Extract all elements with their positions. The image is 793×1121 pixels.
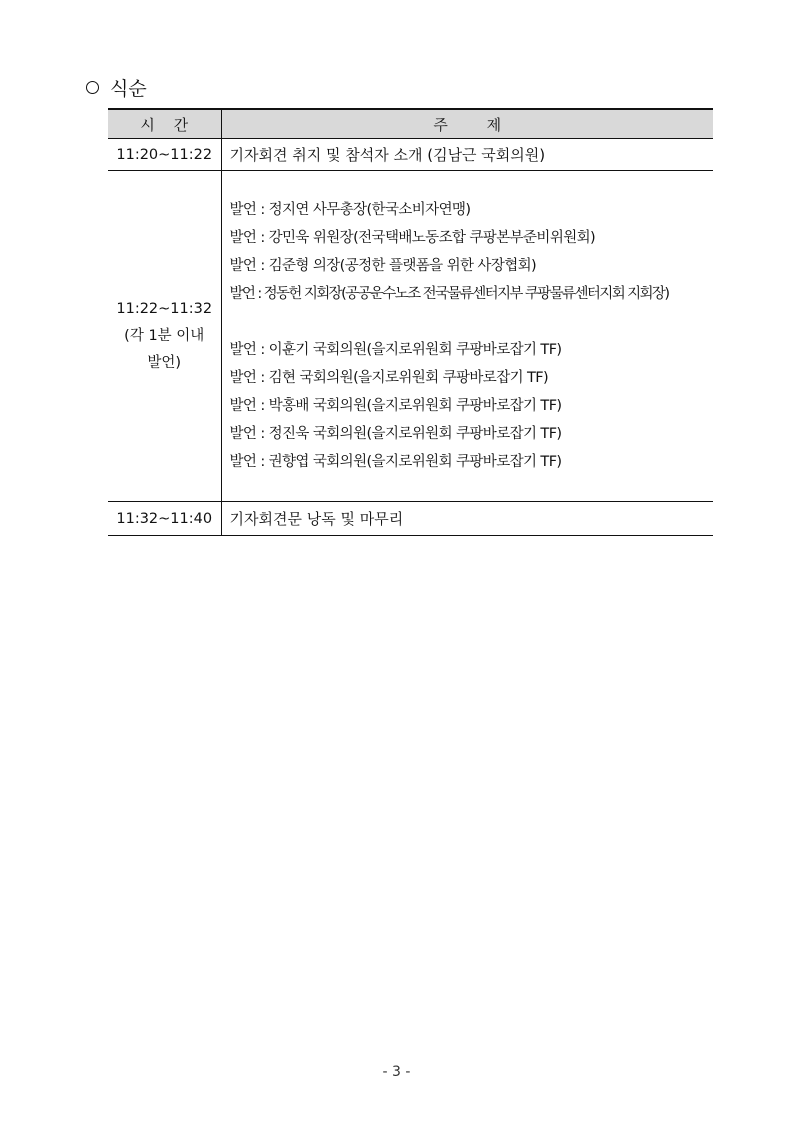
speech-item: 발언 : 김준형 의장(공정한 플랫폼을 위한 사장협회) xyxy=(229,258,537,274)
speech-item: 발언 : 강민욱 위원장(전국택배노동조합 쿠팡본부준비위원회) xyxy=(229,230,596,246)
speech-item: 발언 : 정지연 사무총장(한국소비자연맹) xyxy=(229,202,471,218)
time-range: 11:22~11:32 xyxy=(116,300,213,317)
speech-item: 발언 : 정진욱 국회의원(을지로위원회 쿠팡바로잡기 TF) xyxy=(229,426,562,442)
row-time: 11:32~11:40 xyxy=(108,502,221,536)
speech-item: 발언 : 김현 국회의원(을지로위원회 쿠팡바로잡기 TF) xyxy=(229,370,549,386)
time-note-line-2: 발언) xyxy=(147,354,182,371)
row-topic xyxy=(221,171,713,502)
speech-group-spacer xyxy=(230,308,714,336)
row-time: 11:20~11:22 xyxy=(108,139,221,171)
time-note-line-1: (각 1분 이내 xyxy=(124,327,205,344)
speech-item: 발언 : 박홍배 국회의원(을지로위원회 쿠팡바로잡기 TF) xyxy=(229,398,562,414)
row-topic: 기자회견문 낭독 및 마무리 xyxy=(221,502,713,536)
speech-item: 발언 : 정동헌 지회장(공공운수노조 전국물류센터지부 쿠팡물류센터지회 지회장) xyxy=(229,286,669,302)
table-row xyxy=(108,139,713,171)
page-number: - 3 - xyxy=(382,1064,411,1080)
table-header-row xyxy=(108,109,713,139)
row-topic: 기자회견 취지 및 참석자 소개 (김남근 국회의원) xyxy=(221,139,713,171)
row-time xyxy=(108,171,221,502)
circle-bullet-icon xyxy=(86,81,99,94)
speech-list xyxy=(230,196,714,476)
section-heading xyxy=(86,73,147,101)
speech-item: 발언 : 이훈기 국회의원(을지로위원회 쿠팡바로잡기 TF) xyxy=(229,342,562,358)
speech-item: 발언 : 권향엽 국회의원(을지로위원회 쿠팡바로잡기 TF) xyxy=(229,454,562,470)
table-row xyxy=(108,171,713,502)
section-title: 식순 xyxy=(110,77,147,100)
header-topic: 주 제 xyxy=(221,109,713,139)
schedule-table xyxy=(108,108,713,536)
header-time: 시 간 xyxy=(108,109,221,139)
table-row xyxy=(108,502,713,536)
